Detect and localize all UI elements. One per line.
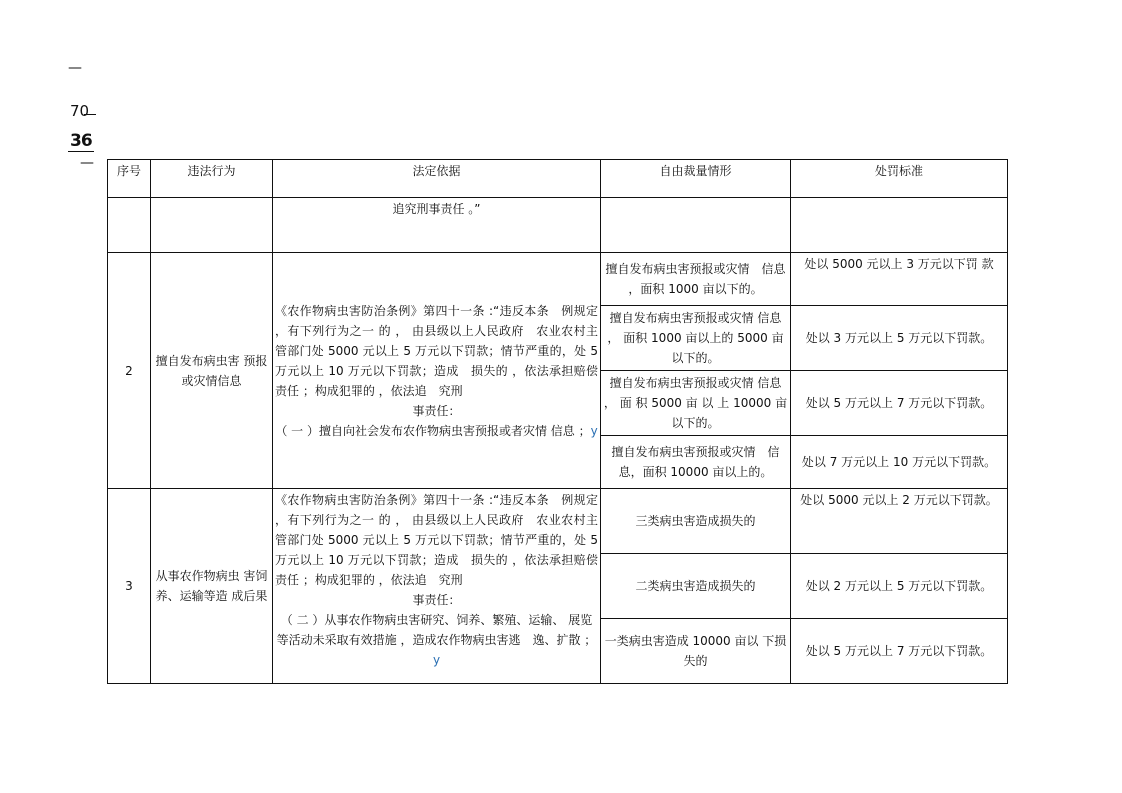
header-discretion: 自由裁量情形 [601, 160, 791, 198]
cell-penalty: 处以 5 万元以上 7 万元以下罚款。 [791, 619, 1008, 684]
table-row-continuation [108, 198, 1008, 253]
penalty-table [107, 159, 1008, 684]
table-header-row [108, 160, 1008, 198]
cell-basis [273, 253, 601, 489]
cell-penalty: 处以 7 万元以上 10 万元以下罚款。 [791, 436, 1008, 489]
header-penalty: 处罚标准 [791, 160, 1008, 198]
cell-discretion: 擅自发布病虫害预报或灾情 信息 ，面积 1000 亩以下的。 [601, 253, 791, 306]
basis-item: （ 二 ）从事农作物病虫害研究、饲养、繁殖、运输、 展览等活动未采取有效措施 ，造成农作物病虫害逃 逸、扩散 ； [276, 613, 597, 647]
header-act: 违法行为 [151, 160, 273, 198]
cell-penalty: 处以 5000 元以上 3 万元以下罚 款 [791, 253, 1008, 306]
basis-item: （ 一 ）擅自向社会发布农作物病虫害预报或者灾情 信息 ； [275, 423, 591, 438]
cell-no: 2 [108, 253, 151, 489]
basis-text: 《农作物病虫害防治条例》第四十一条 :“违反本条 例规定 ，有下列行为之一 的 ， 由县级以上人民政府 农业农村主管部门处 5000 元以上 5 万元以下罚款；情节严重的，处 5 万元以上 10 万元以下罚款；造成 损失的 ，依法承担赔偿责任 ；构成犯罪的 ，依法追 究刑 [275, 493, 598, 587]
cell-discretion: 擅自发布病虫害预报或灾情 信息 ， 面积 1000 亩以上的 5000 亩以下的。 [601, 306, 791, 371]
edit-mark: y [590, 423, 598, 438]
cell-basis-continuation: 追究刑事责任 。” [273, 198, 601, 253]
page-number-b-rule [68, 151, 94, 152]
cell-act: 擅自发布病虫害 预报或灾情信息 [151, 253, 273, 489]
cell-penalty: 处以 3 万元以上 5 万元以下罚款。 [791, 306, 1008, 371]
margin-dash-bottom: — [80, 155, 94, 171]
cell-penalty: 处以 5000 元以上 2 万元以下罚款。 [791, 489, 1008, 554]
margin-dash-top: — [68, 60, 82, 76]
page-number-a-rule [84, 114, 96, 115]
header-basis: 法定依据 [273, 160, 601, 198]
cell-penalty [791, 198, 1008, 253]
page-number-a: 70 [70, 102, 90, 120]
cell-no [108, 198, 151, 253]
cell-discretion: 二类病虫害造成损失的 [601, 554, 791, 619]
cell-act: 从事农作物病虫 害饲养、运输等造 成后果 [151, 489, 273, 684]
header-no: 序号 [108, 160, 151, 198]
cell-penalty: 处以 2 万元以上 5 万元以下罚款。 [791, 554, 1008, 619]
cell-basis [273, 489, 601, 684]
table-row [108, 253, 1008, 306]
basis-text: 事责任： [412, 403, 461, 418]
basis-text: 事责任： [412, 593, 461, 607]
table-row [108, 489, 1008, 554]
cell-discretion: 擅自发布病虫害预报或灾情 信息 ， 面 积 5000 亩 以 上 10000 亩以下的。 [601, 371, 791, 436]
cell-no: 3 [108, 489, 151, 684]
cell-discretion [601, 198, 791, 253]
cell-discretion: 擅自发布病虫害预报或灾情 信息，面积 10000 亩以上的。 [601, 436, 791, 489]
cell-penalty: 处以 5 万元以上 7 万元以下罚款。 [791, 371, 1008, 436]
cell-discretion: 一类病虫害造成 10000 亩以 下损失的 [601, 619, 791, 684]
cell-discretion: 三类病虫害造成损失的 [601, 489, 791, 554]
page-number-b: 36 [70, 131, 92, 151]
cell-act [151, 198, 273, 253]
basis-text: 《农作物病虫害防治条例》第四十一条 :“违反本条 例规定 ，有下列行为之一 的 ， 由县级以上人民政府 农业农村主管部门处 5000 元以上 5 万元以下罚款；情节严重的，处 5 万元以上 10 万元以下罚款；造成 损失的 ，依法承担赔偿责任 ；构成犯罪的 ，依法追 究刑 [275, 303, 598, 398]
edit-mark: y [432, 653, 441, 667]
